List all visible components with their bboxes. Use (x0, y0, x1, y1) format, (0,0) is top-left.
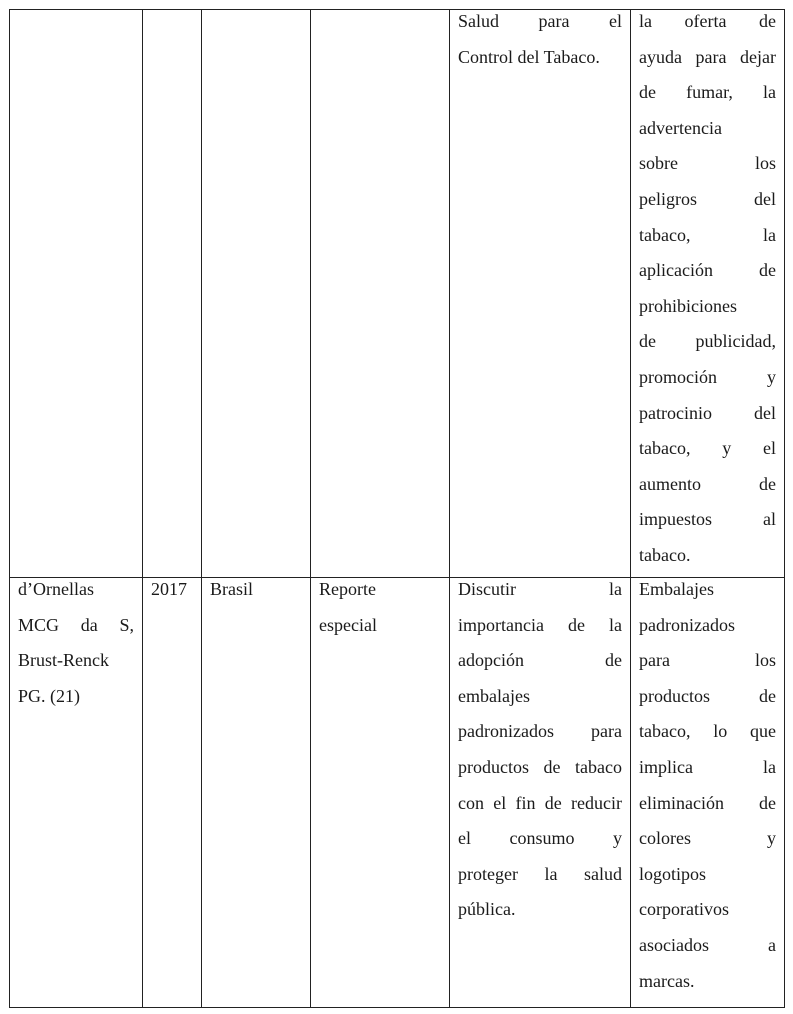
result-line: advertencia (639, 117, 722, 138)
country-cell (202, 10, 311, 578)
result-line: Embalajes (639, 579, 714, 599)
result-line: de publicidad, (639, 331, 776, 352)
author-line: Brust-Renck (18, 650, 109, 671)
objective-line: Discutir la (458, 579, 622, 599)
year-cell (143, 578, 202, 1008)
author-line: PG. (21) (18, 685, 80, 706)
result-line: eliminación de (639, 792, 776, 813)
result-line: la oferta de (639, 11, 776, 31)
result-line: aplicación de (639, 260, 776, 281)
result-line: patrocinio del (639, 402, 776, 423)
result-line: padronizados (639, 614, 735, 635)
result-line: tabaco, lo que (639, 721, 776, 742)
objective-line: proteger la salud (458, 863, 622, 884)
review-table (9, 9, 785, 1008)
objective-line: adopción de (458, 650, 622, 671)
result-line: tabaco. (639, 544, 691, 565)
type-cell (311, 10, 450, 578)
result-line: tabaco, y el (639, 438, 776, 459)
result-line: asociados a (639, 934, 776, 955)
objective-line: el consumo y (458, 828, 622, 849)
table-row (10, 10, 785, 578)
result-line: peligros del (639, 188, 776, 209)
year-cell (143, 10, 202, 578)
result-line: tabaco, la (639, 224, 776, 245)
year-text: 2017 (151, 579, 187, 599)
objective-line: importancia de la (458, 614, 622, 635)
result-cell (631, 578, 785, 1008)
result-line: de fumar, la (639, 82, 776, 103)
type-cell (311, 578, 450, 1008)
result-line: impuestos al (639, 509, 776, 530)
country-text: Brasil (210, 579, 253, 599)
objective-cell (450, 578, 631, 1008)
result-line: aumento de (639, 473, 776, 494)
objective-cell (450, 10, 631, 578)
objective-line: productos de tabaco (458, 756, 622, 777)
result-line: logotipos (639, 863, 707, 884)
type-line: especial (319, 614, 377, 635)
result-line: implica la (639, 756, 776, 777)
country-cell (202, 578, 311, 1008)
result-line: marcas. (639, 970, 695, 991)
objective-line: pública. (458, 899, 516, 920)
result-line: colores y (639, 828, 776, 849)
result-line: corporativos (639, 899, 729, 920)
objective-line: embalajes (458, 685, 530, 706)
result-line: sobre los (639, 153, 776, 174)
objective-line: Control del Tabaco. (458, 46, 600, 67)
table-row (10, 578, 785, 1008)
author-line: d’Ornellas (18, 579, 94, 599)
objective-line: Salud para el (458, 11, 622, 31)
author-cell (10, 578, 143, 1008)
result-line: ayuda para dejar (639, 46, 776, 67)
result-cell (631, 10, 785, 578)
author-line: MCG da S, (18, 614, 134, 635)
objective-line: con el fin de reducir (458, 792, 622, 813)
result-line: promoción y (639, 366, 776, 387)
author-cell (10, 10, 143, 578)
result-line: productos de (639, 685, 776, 706)
result-line: para los (639, 650, 776, 671)
result-line: prohibiciones (639, 295, 737, 316)
objective-line: padronizados para (458, 721, 622, 742)
type-line: Reporte (319, 579, 376, 599)
